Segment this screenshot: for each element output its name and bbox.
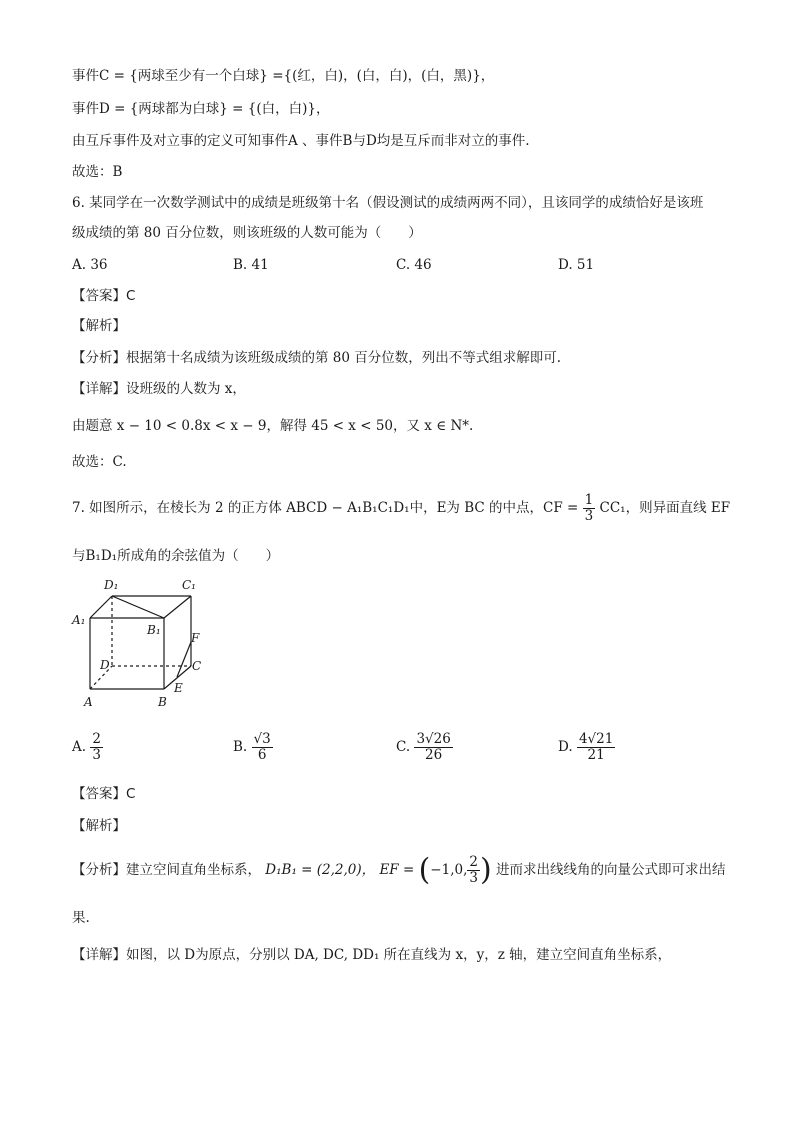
- label-d1: D₁: [104, 578, 119, 592]
- frac-den: 26: [425, 747, 443, 763]
- question-7-line1: [72, 490, 730, 526]
- q6-detail: 【详解】设班级的人数为 x，: [72, 381, 246, 397]
- label-b: B: [158, 695, 167, 709]
- q7-analysis-pre: 【分析】建立空间直角坐标系，: [72, 862, 261, 878]
- label-a: A: [84, 695, 93, 709]
- paren-close: ): [479, 852, 492, 888]
- q7-vector-ef-value: −1,0,: [430, 862, 468, 878]
- q7-opt-c-letter: C.: [396, 739, 411, 755]
- q6-option-d: D. 51: [558, 257, 595, 273]
- q7-fraction: [583, 493, 596, 524]
- q6-option-b: B. 41: [233, 257, 269, 273]
- paren-open: (: [418, 852, 431, 888]
- q6-analysis-heading: 【解析】: [72, 318, 126, 334]
- q7-opt-b-letter: B.: [233, 739, 248, 755]
- label-c: C: [192, 659, 202, 673]
- edge-d1a1: [90, 596, 112, 618]
- q7-vector-ef-frac: [467, 855, 480, 886]
- q7-opt-d-letter: D.: [558, 739, 573, 755]
- q7-analysis-end: 果.: [72, 910, 90, 926]
- q7-answer: 【答案】C: [72, 786, 136, 802]
- q6-option-c: C. 46: [396, 257, 432, 273]
- q7-opt-a-letter: A.: [72, 739, 87, 755]
- q7-option-d: [558, 730, 615, 764]
- frac-den: 3: [469, 870, 478, 886]
- frac-den: 6: [257, 747, 267, 763]
- edge-c1b1: [164, 596, 191, 618]
- question-7-line2: 与B₁D₁所成角的余弦值为（ ）: [72, 548, 280, 564]
- question-6-line1: 6. 某同学在一次数学测试中的成绩是班级第十名（假设测试的成绩两两不同），且该同学的成绩恰好是该班: [72, 195, 704, 211]
- q7-text-pre: 7. 如图所示，在棱长为 2 的正方体 ABCD − A₁B₁C₁D₁中，E为 BC 的中点，CF =: [72, 500, 579, 516]
- label-d: D: [100, 658, 110, 672]
- q6-choose-c: 故选：C.: [72, 454, 127, 470]
- q7-option-c: [396, 730, 453, 764]
- q7-analysis-heading: 【解析】: [72, 818, 126, 834]
- q6-analysis: 【分析】根据第十名成绩为该班级成绩的第 80 百分位数，列出不等式组求解即可.: [72, 350, 562, 366]
- q6-answer: 【答案】C: [72, 288, 136, 304]
- q7-vector-d1b1: D₁B₁ = (2,2,0)，: [265, 862, 376, 878]
- q7-opt-b-frac: [252, 732, 273, 763]
- frac-num: √3: [253, 731, 271, 747]
- label-a1: A₁: [72, 613, 86, 627]
- frac-den: 3: [92, 747, 101, 763]
- q7-opt-a-frac: [90, 732, 103, 763]
- q7-vector-ef-label: EF =: [379, 862, 415, 878]
- q7-opt-d-frac: [577, 732, 615, 763]
- q7-frac-den: 3: [584, 508, 594, 524]
- q7-opt-c-frac: [414, 732, 452, 763]
- q7-frac-num: 1: [584, 492, 594, 508]
- line-event-d: 事件D = {两球都为白球} = {(白，白)}，: [72, 101, 330, 117]
- line-event-c: 事件C = {两球至少有一个白球} ={(红，白)，(白，白)，(白，黑)}，: [72, 68, 495, 84]
- label-c1: C₁: [182, 578, 196, 592]
- frac-num: 3√26: [416, 731, 451, 747]
- q6-option-a: A. 36: [72, 257, 108, 273]
- frac-num: 2: [469, 854, 478, 870]
- line-choose-b: 故选：B: [72, 164, 123, 180]
- label-f: F: [191, 631, 200, 645]
- q7-text-post: CC₁，则异面直线 EF: [599, 500, 731, 516]
- label-b1: B₁: [147, 623, 161, 637]
- frac-num: 4√21: [578, 731, 614, 747]
- q7-option-a: [72, 730, 103, 764]
- frac-den: 21: [587, 747, 605, 763]
- cube-diagram: [70, 574, 210, 712]
- edge-d1b1: [112, 596, 164, 618]
- line-mutually-exclusive: 由互斥事件及对立事的定义可知事件A 、事件B与D均是互斥而非对立的事件.: [72, 133, 530, 149]
- question-6-line2: 级成绩的第 80 百分位数，则该班级的人数可能为（ ）: [72, 225, 422, 241]
- q7-analysis-post: 进而求出线线角的向量公式即可求出结: [495, 862, 726, 878]
- frac-num: 2: [92, 731, 101, 747]
- q7-analysis: [72, 850, 725, 890]
- q7-option-b: [233, 730, 273, 764]
- q6-inequality: 由题意 x − 10 < 0.8x < x − 9，解得 45 < x < 50，又 x ∈ N*.: [72, 418, 474, 434]
- q7-detail: 【详解】如图，以 D为原点，分别以 DA, DC, DD₁ 所在直线为 x，y，z 轴，建立空间直角坐标系，: [72, 947, 672, 963]
- label-e: E: [174, 681, 183, 695]
